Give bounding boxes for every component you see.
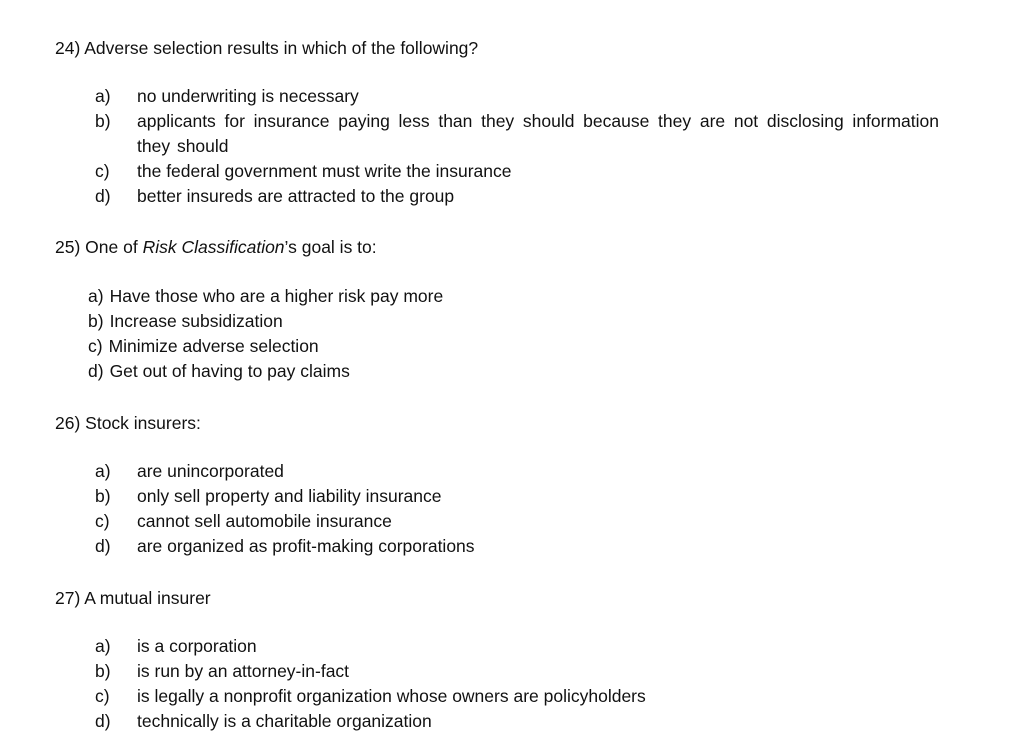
question-25-options (88, 284, 443, 384)
option-text: applicants for insurance paying less than they should because they are not disclosing information they should (137, 111, 939, 156)
option-26-d[interactable] (95, 534, 475, 559)
question-25-stem (55, 236, 955, 258)
option-text: the federal government must write the insurance (137, 161, 512, 181)
option-text: cannot sell automobile insurance (137, 511, 392, 531)
option-27-b[interactable] (95, 659, 646, 684)
question-25-stem-suffix: ’s goal is to: (284, 237, 377, 257)
option-letter: c) (88, 336, 103, 356)
option-text: Minimize adverse selection (108, 336, 319, 356)
question-26-stem: 26) Stock insurers: (55, 413, 201, 433)
question-27-stem: 27) A mutual insurer (55, 588, 211, 608)
option-25-a[interactable] (88, 284, 443, 309)
option-26-c[interactable] (95, 509, 475, 534)
option-text: no underwriting is necessary (137, 86, 359, 106)
option-26-a[interactable] (95, 459, 475, 484)
option-text: better insureds are attracted to the group (137, 186, 455, 206)
option-letter: a) (95, 86, 111, 106)
question-27-options (95, 634, 646, 734)
option-24-b[interactable] (95, 109, 939, 159)
option-letter: a) (95, 461, 111, 481)
question-24-options (95, 84, 939, 209)
option-24-c[interactable] (95, 159, 939, 184)
option-text: Increase subsidization (109, 311, 283, 331)
option-24-a[interactable] (95, 84, 939, 109)
option-letter: b) (95, 111, 111, 131)
option-text: are organized as profit-making corporations (137, 536, 475, 556)
option-27-d[interactable] (95, 709, 646, 734)
option-25-b[interactable] (88, 309, 443, 334)
option-25-c[interactable] (88, 334, 443, 359)
option-letter: b) (95, 486, 111, 506)
option-24-d[interactable] (95, 184, 939, 209)
option-letter: c) (95, 511, 110, 531)
option-text: Get out of having to pay claims (109, 361, 350, 381)
option-letter: d) (95, 711, 111, 731)
question-24-stem: 24) Adverse selection results in which of the following? (55, 38, 479, 58)
option-letter: b) (88, 311, 104, 331)
question-26-options (95, 459, 475, 559)
option-letter: c) (95, 686, 110, 706)
option-letter: d) (95, 186, 111, 206)
option-letter: d) (95, 536, 111, 556)
option-text: is run by an attorney-in-fact (137, 661, 350, 681)
option-text: are unincorporated (137, 461, 284, 481)
option-text: technically is a charitable organization (137, 711, 432, 731)
option-27-a[interactable] (95, 634, 646, 659)
option-text: is a corporation (137, 636, 257, 656)
option-25-d[interactable] (88, 359, 443, 384)
option-text: Have those who are a higher risk pay more (109, 286, 444, 306)
option-letter: c) (95, 161, 110, 181)
option-letter: a) (95, 636, 111, 656)
option-text: is legally a nonprofit organization whose owners are policyholders (137, 686, 646, 706)
question-25-stem-prefix: 25) One of (55, 237, 143, 257)
option-letter: b) (95, 661, 111, 681)
option-letter: a) (88, 286, 104, 306)
option-text: only sell property and liability insurance (137, 486, 442, 506)
option-26-b[interactable] (95, 484, 475, 509)
option-27-c[interactable] (95, 684, 646, 709)
option-letter: d) (88, 361, 104, 381)
question-25-stem-italic: Risk Classification (142, 237, 285, 257)
